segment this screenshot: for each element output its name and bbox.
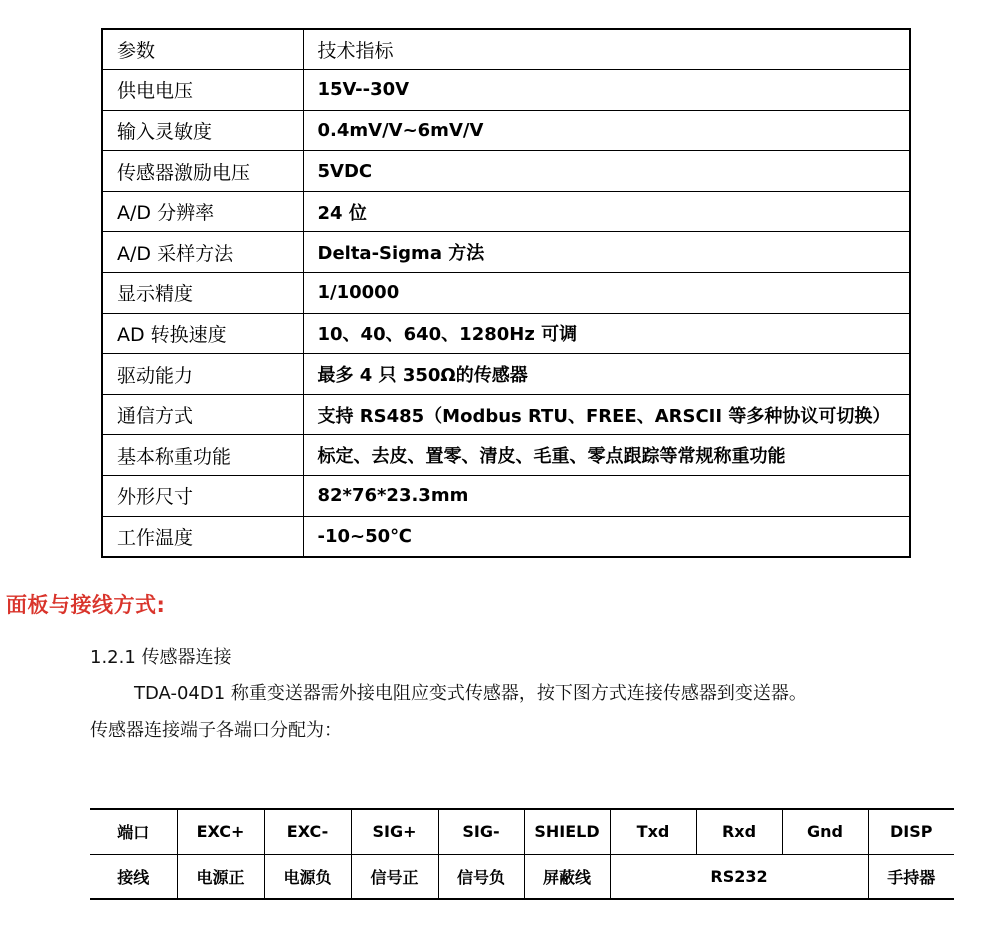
spec-row — [102, 435, 910, 476]
spec-row — [102, 394, 910, 435]
wiring-exc-plus: 电源正 — [177, 854, 264, 899]
spec-row — [102, 151, 910, 192]
spec-param-cell: A/D 分辨率 — [102, 191, 303, 232]
spec-value-cell: 最多 4 只 350Ω的传感器 — [303, 354, 910, 395]
spec-value-cell: 1/10000 — [303, 273, 910, 314]
port-cell: Rxd — [696, 809, 782, 854]
spec-value-cell: Delta-Sigma 方法 — [303, 232, 910, 273]
port-row — [90, 809, 954, 854]
spec-row — [102, 70, 910, 111]
spec-value-cell: -10~50℃ — [303, 516, 910, 557]
port-row-header: 端口 — [90, 809, 177, 854]
spec-row — [102, 273, 910, 314]
spec-header-value: 技术指标 — [303, 29, 910, 70]
port-cell: EXC+ — [177, 809, 264, 854]
port-cell: DISP — [868, 809, 954, 854]
spec-param-cell: 工作温度 — [102, 516, 303, 557]
port-cell: SIG+ — [351, 809, 438, 854]
spec-param-cell: 外形尺寸 — [102, 476, 303, 517]
wiring-rs232: RS232 — [610, 854, 868, 899]
spec-param-cell: 基本称重功能 — [102, 435, 303, 476]
spec-value-cell: 24 位 — [303, 191, 910, 232]
port-cell: Gnd — [782, 809, 868, 854]
wiring-shield: 屏蔽线 — [524, 854, 610, 899]
spec-row — [102, 516, 910, 557]
wiring-sig-plus: 信号正 — [351, 854, 438, 899]
spec-value-cell: 15V--30V — [303, 70, 910, 111]
port-table — [90, 808, 954, 900]
paragraph-line-1: TDA-04D1 称重变送器需外接电阻应变式传感器，按下图方式连接传感器到变送器。 — [134, 683, 807, 704]
spec-param-cell: A/D 采样方法 — [102, 232, 303, 273]
spec-row — [102, 354, 910, 395]
spec-row — [102, 476, 910, 517]
port-cell: Txd — [610, 809, 696, 854]
subsection-title: 1.2.1 传感器连接 — [90, 647, 232, 668]
spec-header-param: 参数 — [102, 29, 303, 70]
spec-row — [102, 232, 910, 273]
wiring-disp: 手持器 — [868, 854, 954, 899]
spec-value-cell: 标定、去皮、置零、清皮、毛重、零点跟踪等常规称重功能 — [303, 435, 910, 476]
port-cell: SIG- — [438, 809, 524, 854]
paragraph-line-2: 传感器连接端子各端口分配为： — [90, 720, 342, 741]
section-heading: 面板与接线方式: — [6, 593, 166, 617]
spec-value-cell: 0.4mV/V~6mV/V — [303, 110, 910, 151]
spec-param-cell: 驱动能力 — [102, 354, 303, 395]
port-cell: SHIELD — [524, 809, 610, 854]
spec-value-cell: 10、40、640、1280Hz 可调 — [303, 313, 910, 354]
spec-row — [102, 110, 910, 151]
spec-row — [102, 313, 910, 354]
spec-param-cell: 供电电压 — [102, 70, 303, 111]
spec-table — [101, 28, 911, 558]
spec-param-cell: 传感器激励电压 — [102, 151, 303, 192]
spec-value-cell: 82*76*23.3mm — [303, 476, 910, 517]
spec-param-cell: 输入灵敏度 — [102, 110, 303, 151]
spec-value-cell: 5VDC — [303, 151, 910, 192]
spec-row — [102, 191, 910, 232]
spec-param-cell: AD 转换速度 — [102, 313, 303, 354]
spec-param-cell: 显示精度 — [102, 273, 303, 314]
port-cell: EXC- — [264, 809, 351, 854]
wiring-exc-minus: 电源负 — [264, 854, 351, 899]
wiring-row-header: 接线 — [90, 854, 177, 899]
spec-header-row — [102, 29, 910, 70]
spec-value-cell: 支持 RS485（Modbus RTU、FREE、ARSCII 等多种协议可切换） — [303, 394, 910, 435]
wiring-sig-minus: 信号负 — [438, 854, 524, 899]
spec-param-cell: 通信方式 — [102, 394, 303, 435]
wiring-row — [90, 854, 954, 899]
